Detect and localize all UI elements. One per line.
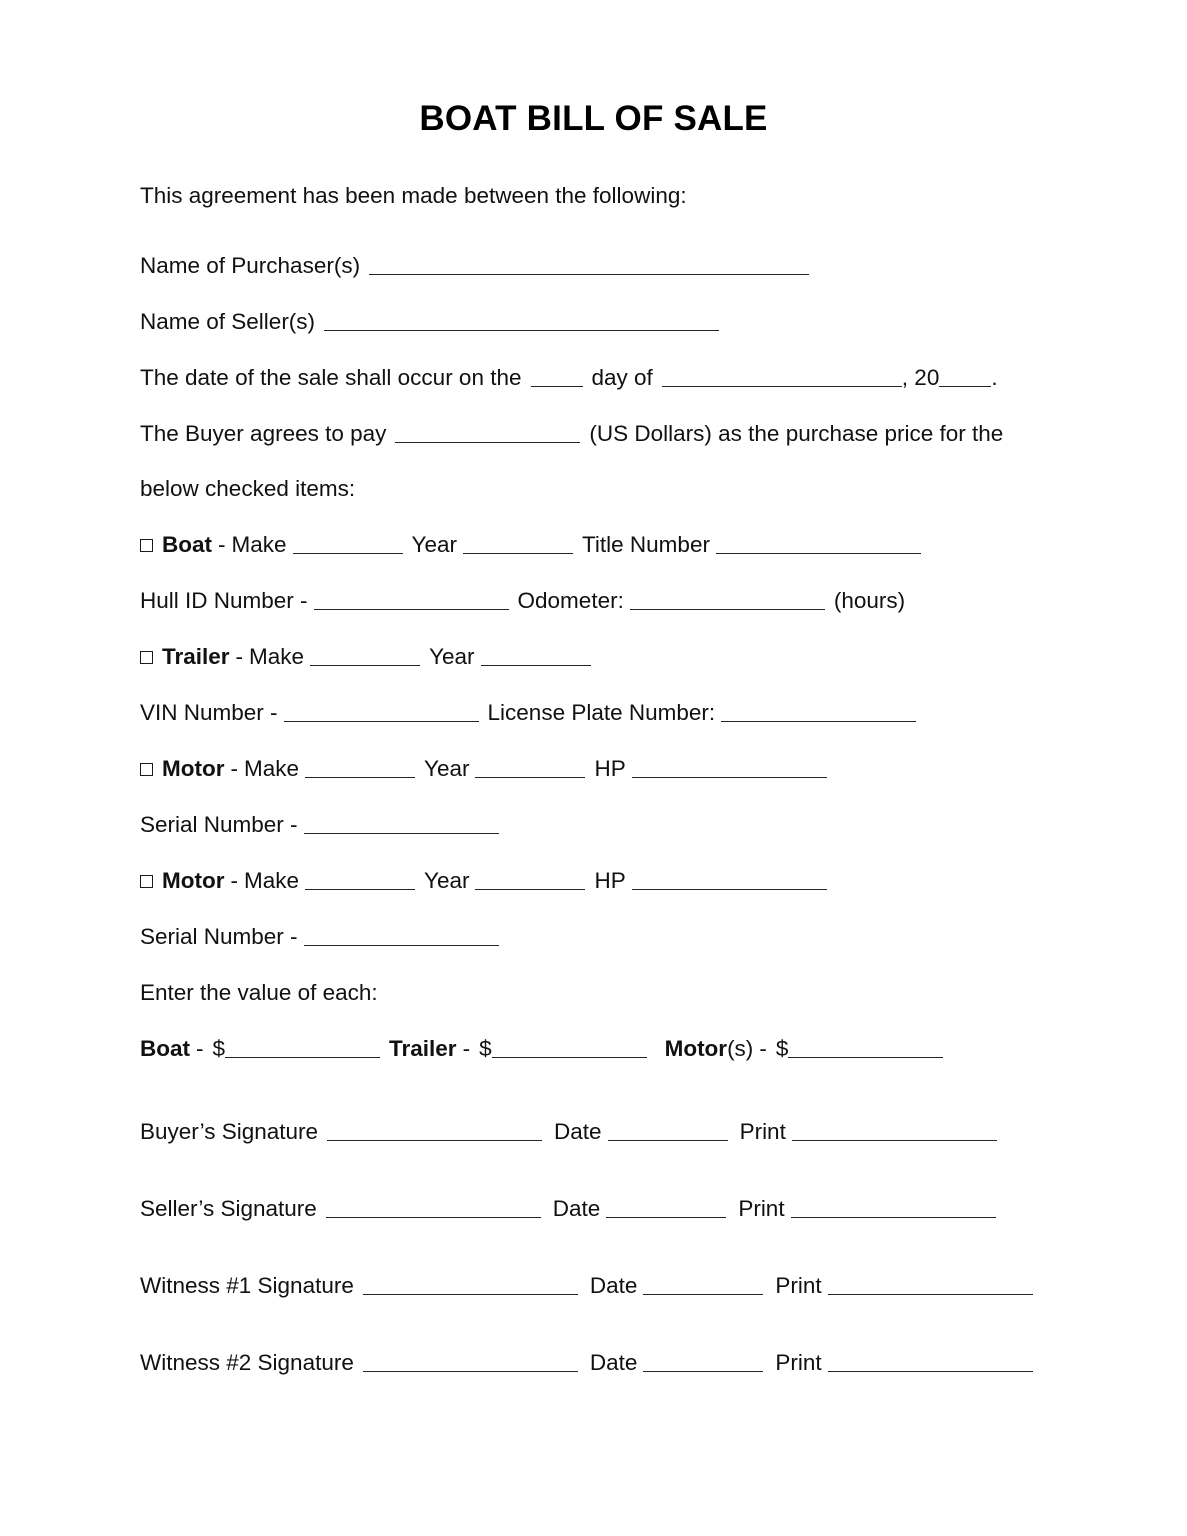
motor-1-checkbox[interactable] (140, 763, 153, 776)
witness-2-date-field[interactable] (643, 1354, 763, 1372)
purchaser-label: Name of Purchaser(s) (140, 253, 361, 278)
value-boat-field[interactable] (225, 1040, 380, 1058)
motor-1-label: Motor (162, 756, 225, 781)
spacer (140, 1145, 1060, 1195)
seller-line (140, 308, 1060, 335)
purchase-price-continuation (140, 475, 1060, 502)
motor-1-year-label: Year (424, 756, 470, 781)
boat-title-number-label: Title Number (582, 532, 710, 557)
witness-1-signature-field[interactable] (363, 1277, 578, 1295)
trailer-dash: - (235, 644, 244, 669)
motor-1-item-line (140, 755, 1060, 782)
odometer-label: Odometer: (517, 588, 624, 613)
buyer-signature-line (140, 1118, 1060, 1145)
motor-1-make-field[interactable] (305, 760, 415, 778)
seller-signature-line (140, 1195, 1060, 1222)
spacer (140, 391, 1060, 420)
spacer (140, 782, 1060, 811)
buyer-signature-field[interactable] (327, 1123, 542, 1141)
trailer-make-field[interactable] (310, 648, 420, 666)
seller-signature-label: Seller’s Signature (140, 1196, 317, 1221)
spacer (140, 502, 1060, 531)
hull-id-field[interactable] (314, 592, 509, 610)
hull-id-line (140, 587, 1060, 614)
vin-field[interactable] (284, 704, 479, 722)
boat-make-field[interactable] (293, 536, 403, 554)
spacer (140, 614, 1060, 643)
spacer (140, 335, 1060, 364)
motor-2-dash: - (230, 868, 238, 893)
witness-2-print-field[interactable] (828, 1354, 1033, 1372)
buyer-print-label: Print (739, 1119, 786, 1144)
purchaser-line (140, 252, 1060, 279)
spacer (140, 209, 1060, 252)
vin-line (140, 699, 1060, 726)
vin-label: VIN Number - (140, 700, 278, 725)
trailer-make-label: Make (249, 644, 305, 669)
boat-dash: - (218, 532, 226, 557)
motor-2-year-field[interactable] (475, 872, 585, 890)
value-header-text: Enter the value of each: (140, 980, 378, 1005)
witness-2-signature-field[interactable] (363, 1354, 578, 1372)
sale-day-field[interactable] (531, 369, 583, 387)
motor-2-serial-field[interactable] (304, 928, 499, 946)
purchase-price-line (140, 420, 1060, 447)
value-trailer-label: Trailer (389, 1036, 457, 1061)
motor-2-checkbox[interactable] (140, 875, 153, 888)
sale-month-field[interactable] (662, 369, 902, 387)
seller-name-field[interactable] (324, 313, 719, 331)
spacer (140, 558, 1060, 587)
boat-year-field[interactable] (463, 536, 573, 554)
sale-date-line (140, 364, 1060, 391)
odometer-field[interactable] (630, 592, 825, 610)
motor-2-item-line (140, 867, 1060, 894)
motor-1-dash: - (230, 756, 238, 781)
value-motor-label: Motor (664, 1036, 728, 1061)
seller-date-label: Date (552, 1196, 601, 1221)
hull-id-label: Hull ID Number - (140, 588, 308, 613)
spacer (140, 838, 1060, 867)
buyer-date-field[interactable] (608, 1123, 728, 1141)
motor-1-hp-field[interactable] (632, 760, 827, 778)
trailer-year-label: Year (429, 644, 475, 669)
boat-checkbox[interactable] (140, 539, 153, 552)
spacer (140, 1062, 1060, 1118)
purchase-price-text-2: (US Dollars) as the purchase price for the (589, 421, 1004, 446)
spacer (140, 726, 1060, 755)
motor-1-serial-line (140, 811, 1060, 838)
value-trailer-field[interactable] (492, 1040, 647, 1058)
page-title: BOAT BILL OF SALE (419, 99, 768, 138)
value-boat-currency: $ (212, 1036, 226, 1061)
boat-year-label: Year (411, 532, 457, 557)
seller-print-field[interactable] (791, 1200, 996, 1218)
witness-2-signature-label: Witness #2 Signature (140, 1350, 354, 1375)
spacer (140, 279, 1060, 308)
witness-1-date-label: Date (589, 1273, 638, 1298)
witness-1-date-field[interactable] (643, 1277, 763, 1295)
trailer-item-line (140, 643, 1060, 670)
trailer-label: Trailer (162, 644, 230, 669)
witness-2-date-label: Date (589, 1350, 638, 1375)
witness-2-signature-line (140, 1349, 1060, 1376)
witness-1-print-label: Print (775, 1273, 822, 1298)
sale-date-text-1: The date of the sale shall occur on the (140, 365, 522, 390)
spacer (140, 950, 1060, 979)
motor-2-hp-field[interactable] (632, 872, 827, 890)
motor-2-serial-label: Serial Number - (140, 924, 298, 949)
trailer-year-field[interactable] (481, 648, 591, 666)
witness-1-signature-label: Witness #1 Signature (140, 1273, 354, 1298)
witness-1-print-field[interactable] (828, 1277, 1033, 1295)
boat-label: Boat (162, 532, 212, 557)
value-boat-label: Boat (140, 1036, 190, 1061)
license-plate-field[interactable] (721, 704, 916, 722)
spacer (140, 1299, 1060, 1349)
license-plate-label: License Plate Number: (487, 700, 716, 725)
intro-text: This agreement has been made between the following: (140, 183, 687, 208)
value-header-line (140, 979, 1060, 1006)
value-motor-field[interactable] (788, 1040, 943, 1058)
spacer (140, 1006, 1060, 1035)
value-motor-suffix: (s) (727, 1036, 754, 1061)
value-boat-dash: - (196, 1036, 204, 1061)
value-trailer-dash: - (462, 1036, 471, 1061)
value-motor-dash: - (759, 1036, 767, 1061)
motor-2-serial-line (140, 923, 1060, 950)
purchase-price-text-3: below checked items: (140, 476, 356, 501)
witness-1-signature-line (140, 1272, 1060, 1299)
purchase-price-text-1: The Buyer agrees to pay (140, 421, 387, 446)
seller-signature-field[interactable] (326, 1200, 541, 1218)
sale-date-text-3: , 20 (901, 365, 940, 390)
motor-2-label: Motor (162, 868, 225, 893)
seller-label: Name of Seller(s) (140, 309, 316, 334)
value-row-line (140, 1035, 1060, 1062)
intro-paragraph (140, 182, 1060, 209)
motor-2-hp-label: HP (594, 868, 626, 893)
motor-1-year-field[interactable] (475, 760, 585, 778)
document-body (140, 182, 1060, 1376)
sale-date-text-2: day of (591, 365, 653, 390)
boat-title-number-field[interactable] (716, 536, 921, 554)
seller-print-label: Print (738, 1196, 785, 1221)
odometer-units: (hours) (833, 588, 906, 613)
spacer (140, 894, 1060, 923)
spacer (140, 670, 1060, 699)
trailer-checkbox[interactable] (140, 651, 153, 664)
purchaser-name-field[interactable] (369, 257, 809, 275)
motor-1-serial-label: Serial Number - (140, 812, 298, 837)
value-trailer-currency: $ (479, 1036, 492, 1061)
motor-1-make-label: Make (243, 756, 300, 781)
purchase-price-field[interactable] (395, 425, 580, 443)
boat-make-label: Make (231, 532, 287, 557)
buyer-print-field[interactable] (792, 1123, 997, 1141)
motor-1-hp-label: HP (594, 756, 626, 781)
motor-2-make-label: Make (243, 868, 300, 893)
value-motor-currency: $ (775, 1036, 789, 1061)
buyer-signature-label: Buyer’s Signature (140, 1119, 319, 1144)
motor-2-year-label: Year (424, 868, 470, 893)
motor-1-serial-field[interactable] (304, 816, 499, 834)
buyer-date-label: Date (554, 1119, 602, 1144)
spacer (140, 1222, 1060, 1272)
boat-item-line (140, 531, 1060, 558)
seller-date-field[interactable] (606, 1200, 726, 1218)
witness-2-print-label: Print (775, 1350, 822, 1375)
motor-2-make-field[interactable] (305, 872, 415, 890)
spacer (140, 447, 1060, 475)
sale-date-text-4: . (991, 365, 998, 390)
sale-year-field[interactable] (939, 369, 991, 387)
